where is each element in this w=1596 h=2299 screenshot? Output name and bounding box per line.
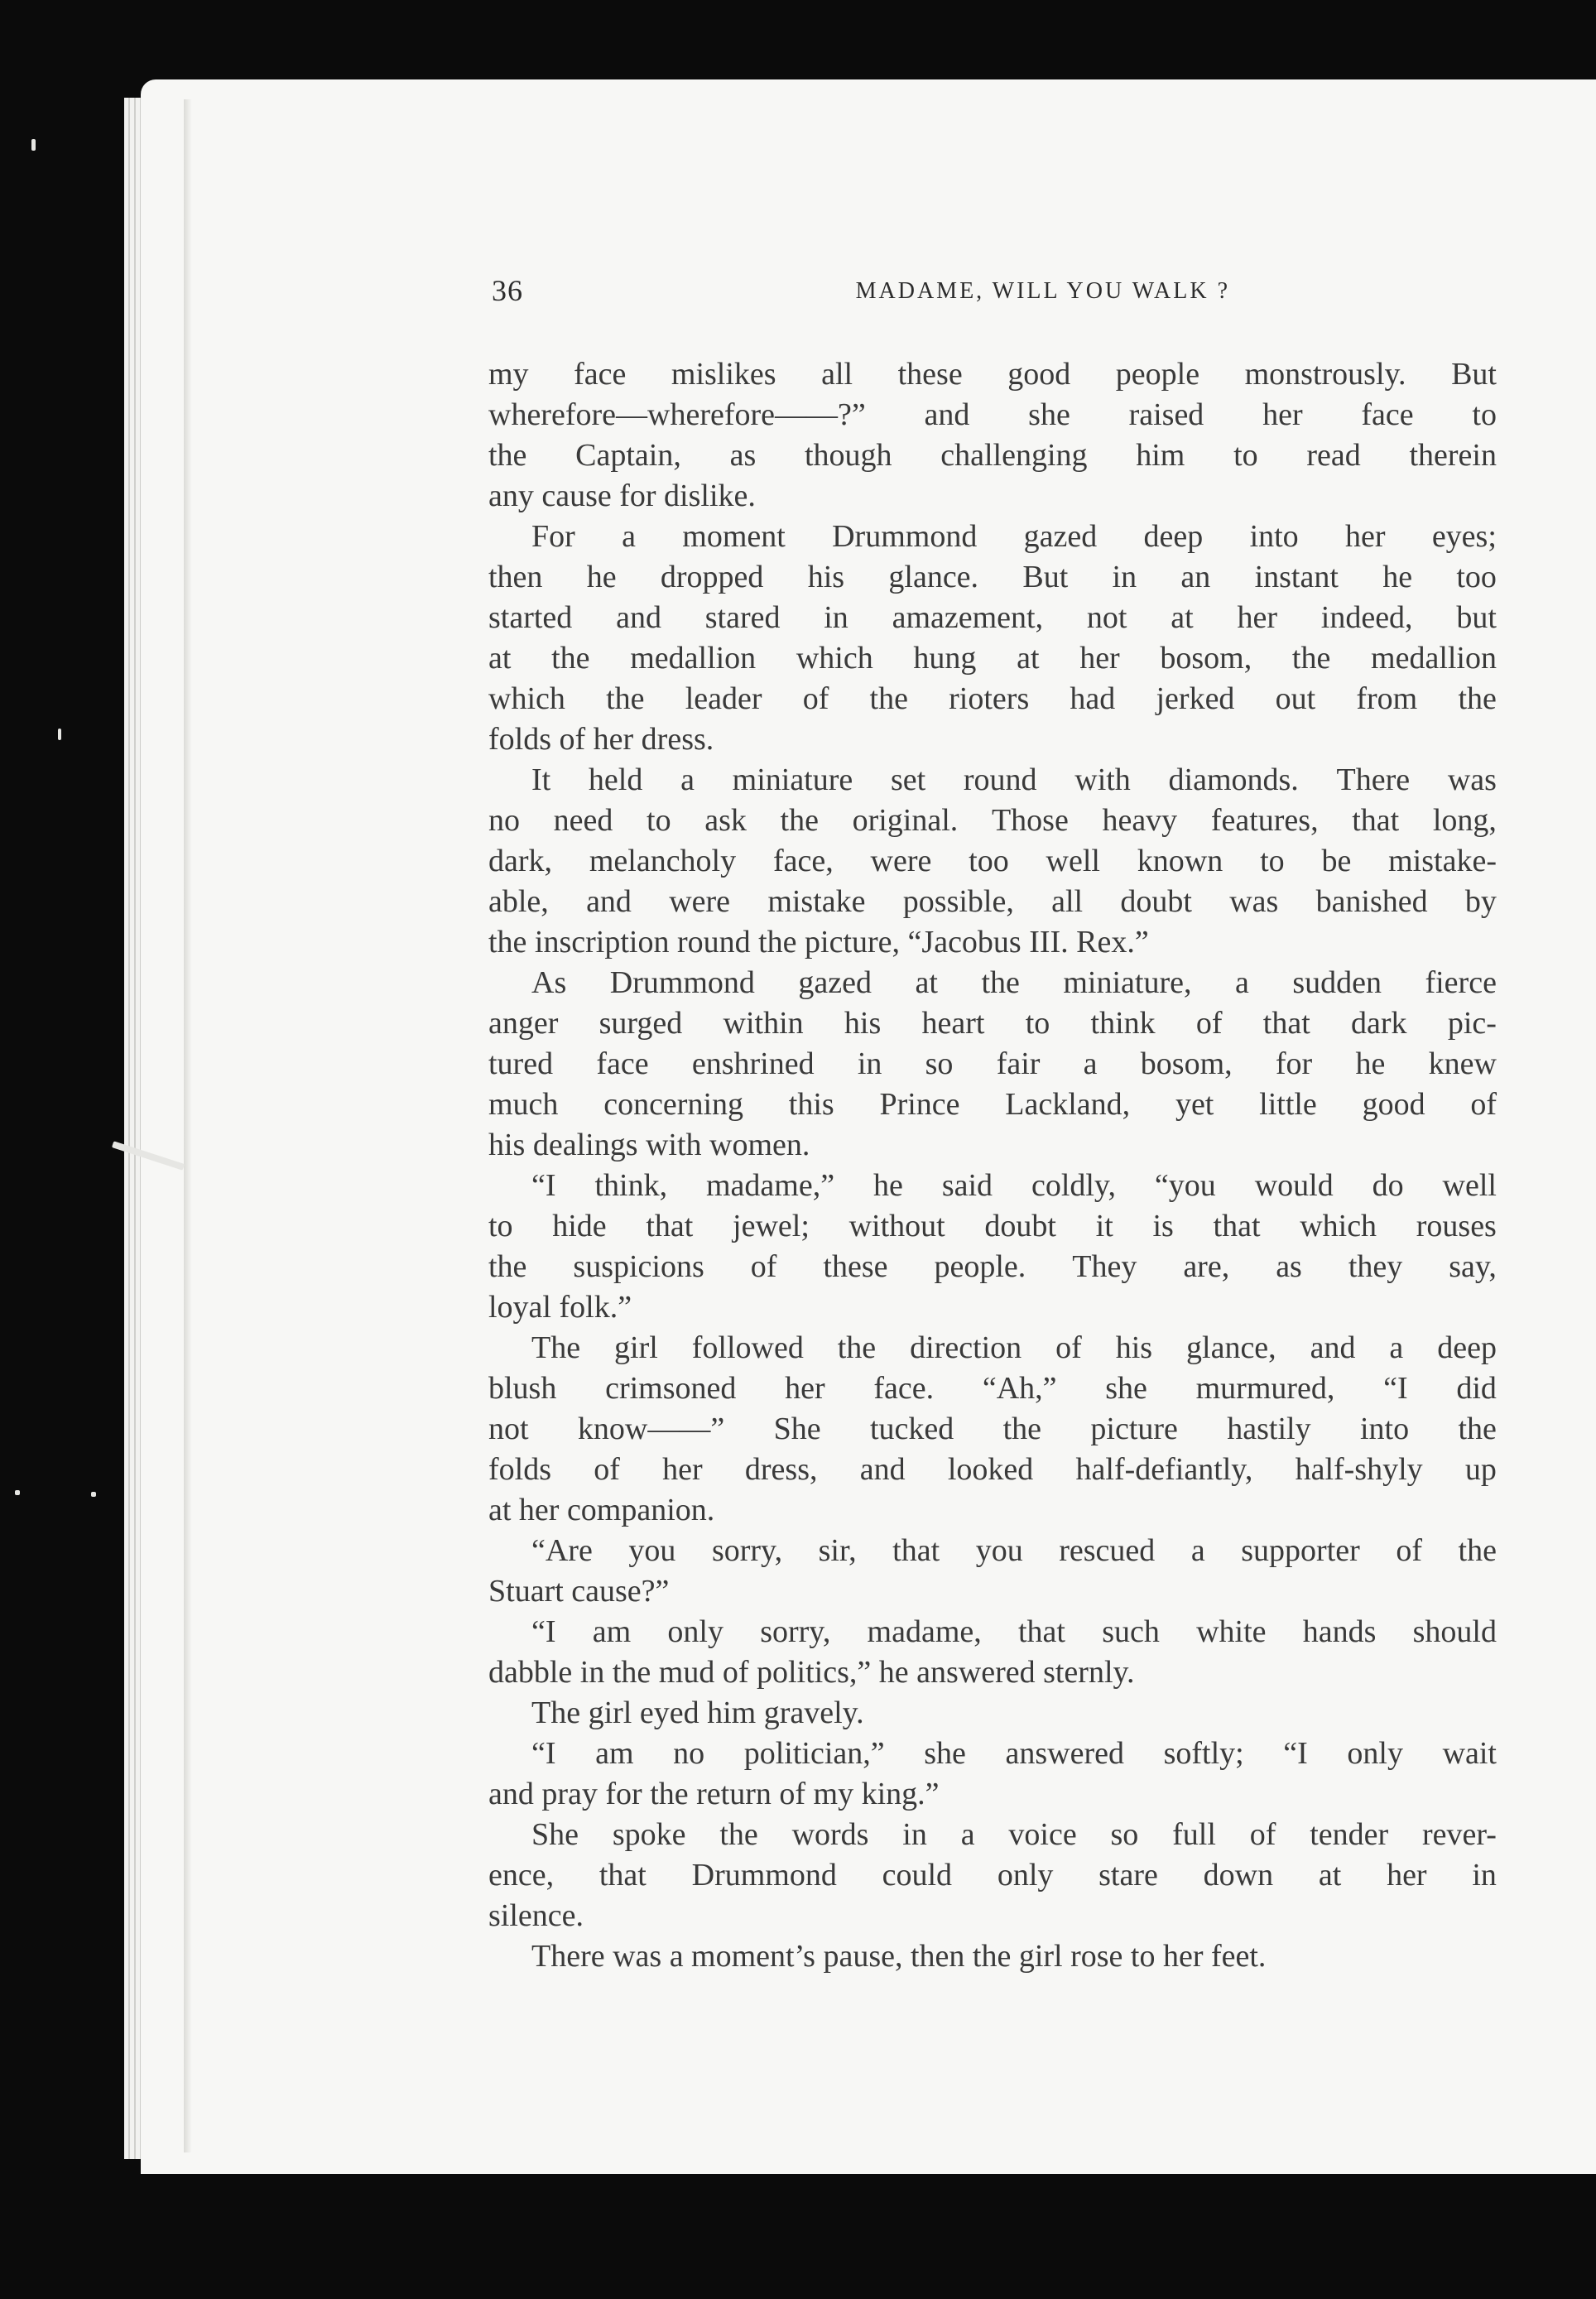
- text-line: It held a miniature set round with diamonds. There was: [531, 762, 1497, 797]
- text-line: the suspicions of these people. They are, as they say,: [488, 1249, 1497, 1284]
- text-line: which the leader of the rioters had jerked out from the: [488, 681, 1497, 716]
- text-line: “I am only sorry, madame, that such white hands should: [531, 1614, 1497, 1649]
- paragraph: [488, 760, 1497, 963]
- text-line: She spoke the words in a voice so full of tender rever-: [531, 1817, 1497, 1852]
- text-line: “I think, madame,” he said coldly, “you would do well: [531, 1168, 1497, 1203]
- running-header: [492, 273, 1230, 313]
- text-line: tured face enshrined in so fair a bosom, for he knew: [488, 1046, 1497, 1081]
- text-line: The girl followed the direction of his glance, and a deep: [531, 1330, 1497, 1365]
- text-line: at her companion.: [488, 1493, 715, 1527]
- page-number: 36: [492, 274, 523, 307]
- text-line: blush crimsoned her face. “Ah,” she murmured, “I did: [488, 1371, 1497, 1406]
- text-line: “I am no politician,” she answered softly; “I only wait: [531, 1736, 1497, 1771]
- text-line: The girl eyed him gravely.: [531, 1695, 864, 1730]
- margin-speck: [91, 1492, 96, 1497]
- text-line: his dealings with women.: [488, 1128, 810, 1162]
- text-line: the Captain, as though challenging him to read therein: [488, 438, 1497, 473]
- text-line: to hide that jewel; without doubt it is that which rouses: [488, 1209, 1497, 1243]
- text-line: folds of her dress, and looked half-defiantly, half-shyly up: [488, 1452, 1497, 1487]
- text-line: ence, that Drummond could only stare down at her in: [488, 1858, 1497, 1893]
- text-line: no need to ask the original. Those heavy features, that long,: [488, 803, 1497, 838]
- margin-speck: [31, 139, 36, 151]
- paragraph: [488, 963, 1497, 1166]
- text-line: able, and were mistake possible, all doubt was banished by: [488, 884, 1497, 919]
- text-line: For a moment Drummond gazed deep into her eyes;: [531, 519, 1497, 554]
- text-line: at the medallion which hung at her bosom, the medallion: [488, 641, 1497, 676]
- text-line: There was a moment’s pause, then the girl rose to her feet.: [531, 1939, 1267, 1974]
- paragraph: [488, 1531, 1497, 1612]
- body-text: [488, 354, 1497, 1977]
- text-line: any cause for dislike.: [488, 479, 756, 513]
- paragraph: [488, 1693, 1497, 1734]
- margin-speck: [58, 729, 61, 740]
- text-line: folds of her dress.: [488, 722, 714, 757]
- text-line: wherefore—wherefore——?” and she raised her face to: [488, 397, 1497, 432]
- paragraph: [488, 1936, 1497, 1977]
- text-line: my face mislikes all these good people monstrously. But: [488, 357, 1497, 392]
- paragraph: [488, 517, 1497, 760]
- paragraph: [488, 354, 1497, 517]
- running-title: MADAME, WILL YOU WALK ?: [855, 278, 1230, 304]
- paragraph: [488, 1734, 1497, 1815]
- text-line: and pray for the return of my king.”: [488, 1777, 940, 1811]
- margin-speck: [15, 1490, 20, 1495]
- text-line: the inscription round the picture, “Jacobus III. Rex.”: [488, 925, 1149, 960]
- page-gutter-shadow: [184, 99, 192, 2152]
- text-line: much concerning this Prince Lackland, yet little good of: [488, 1087, 1497, 1122]
- paragraph: [488, 1815, 1497, 1936]
- text-line: anger surged within his heart to think of that dark pic-: [488, 1006, 1497, 1041]
- text-line: dabble in the mud of politics,” he answered sternly.: [488, 1655, 1135, 1690]
- text-line: started and stared in amazement, not at her indeed, but: [488, 600, 1497, 635]
- text-line: not know——” She tucked the picture hastily into the: [488, 1412, 1497, 1446]
- paragraph: [488, 1328, 1497, 1531]
- text-line: then he dropped his glance. But in an instant he too: [488, 560, 1497, 594]
- text-line: silence.: [488, 1898, 584, 1933]
- text-line: dark, melancholy face, were too well known to be mistake-: [488, 844, 1497, 878]
- paragraph: [488, 1166, 1497, 1328]
- paragraph: [488, 1612, 1497, 1693]
- text-line: “Are you sorry, sir, that you rescued a supporter of the: [531, 1533, 1497, 1568]
- text-line: As Drummond gazed at the miniature, a sudden fierce: [531, 965, 1497, 1000]
- text-line: Stuart cause?”: [488, 1574, 670, 1609]
- text-line: loyal folk.”: [488, 1290, 632, 1325]
